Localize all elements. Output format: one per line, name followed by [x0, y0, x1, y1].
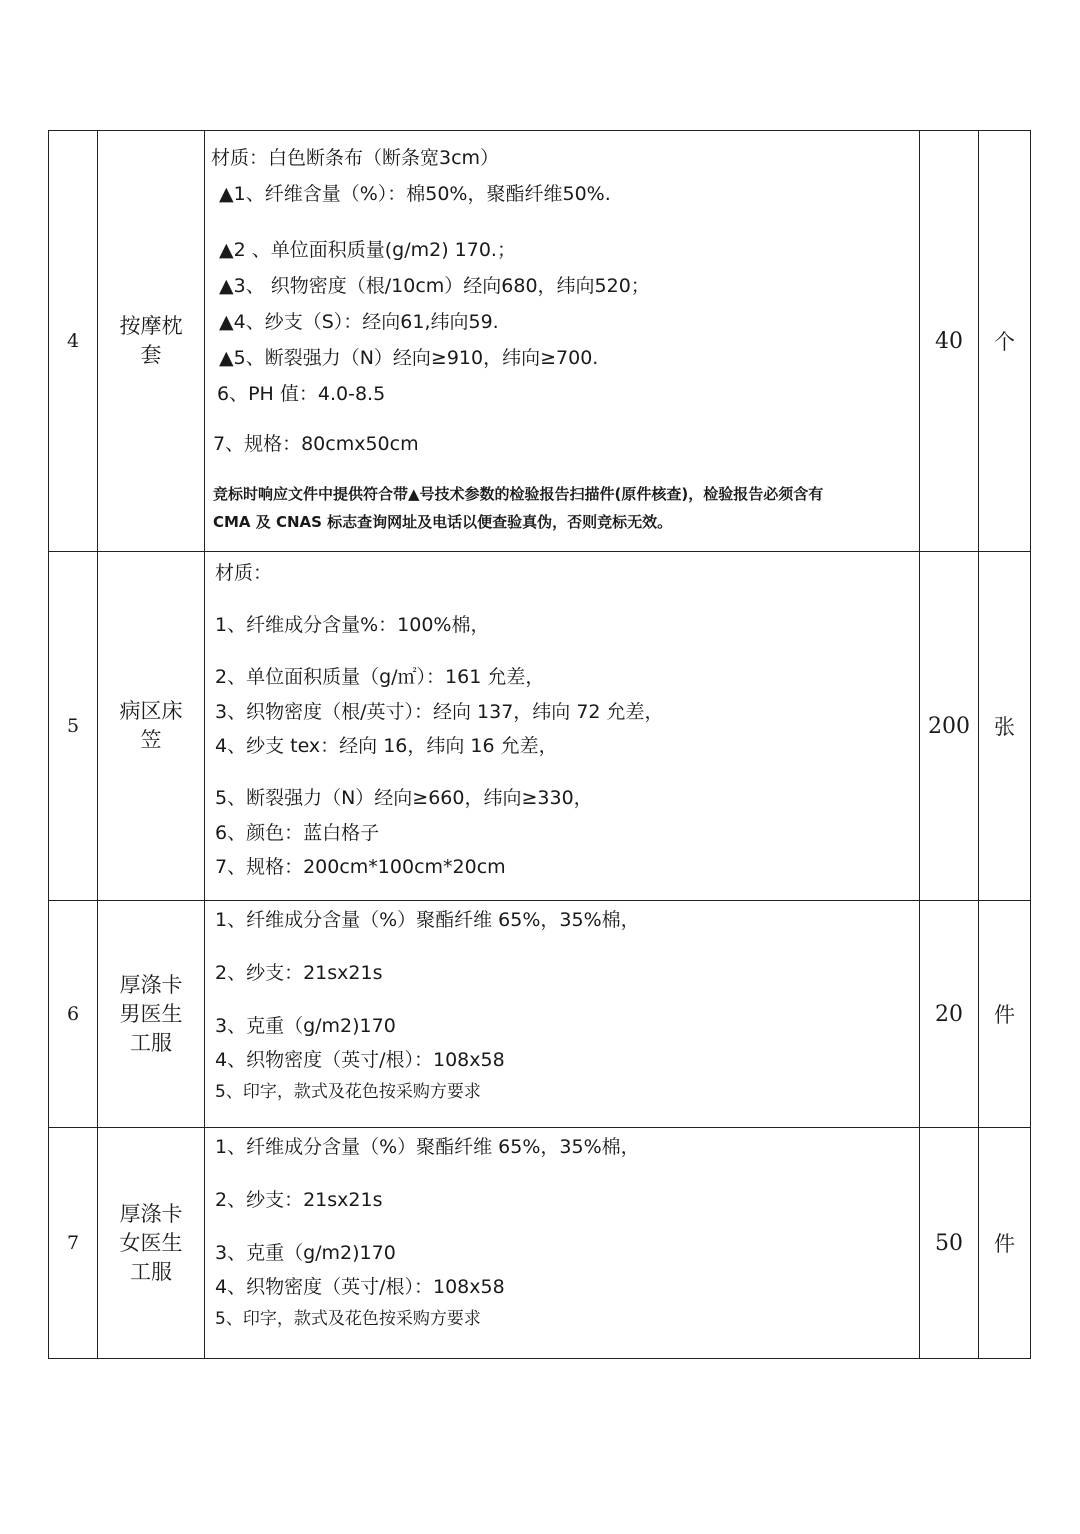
spec-line: 5、断裂强力（N）经向≥660，纬向≥330， — [215, 787, 593, 809]
spec-line: 7、规格：200cm*100cm*20cm — [215, 856, 506, 878]
spec-line: 4、织物密度（英寸/根）：108x58 — [215, 1049, 505, 1071]
item-quantity: 40 — [920, 131, 979, 552]
compliance-note: 竞标时响应文件中提供符合带▲号技术参数的检验报告扫描件(原件核查)，检验报告必须含有 — [213, 485, 824, 503]
spec-line: 3、克重（g/m2)170 — [215, 1242, 396, 1264]
item-quantity: 50 — [920, 1128, 979, 1359]
table-row — [49, 552, 1031, 901]
item-number: 6 — [49, 901, 98, 1128]
item-unit: 件 — [979, 901, 1031, 1128]
spec-line: ▲4、纱支（S）：经向61,纬向59. — [219, 311, 499, 333]
spec-line: 1、纤维成分含量（%）聚酯纤维 65%，35%棉， — [215, 1136, 640, 1158]
spec-line: 5、印字，款式及花色按采购方要求 — [215, 1082, 481, 1102]
spec-line: 6、颜色：蓝白格子 — [215, 822, 380, 844]
spec-line: 4、纱支 tex：经向 16，纬向 16 允差， — [215, 735, 558, 757]
item-name: 厚涤卡 女医生 工服 — [98, 1128, 205, 1359]
item-specification — [205, 131, 920, 552]
compliance-note: CMA 及 CNAS 标志查询网址及电话以便查验真伪，否则竞标无效。 — [213, 513, 673, 531]
spec-line: 3、克重（g/m2)170 — [215, 1015, 396, 1037]
item-quantity: 200 — [920, 552, 979, 901]
item-specification — [205, 552, 920, 901]
spec-line: 2、单位面积质量（g/㎡）：161 允差， — [215, 666, 545, 688]
table-row — [49, 1128, 1031, 1359]
item-name: 病区床 笠 — [98, 552, 205, 901]
spec-line: 3、织物密度（根/英寸）：经向 137，纬向 72 允差， — [215, 701, 664, 723]
spec-line: 4、织物密度（英寸/根）：108x58 — [215, 1276, 505, 1298]
spec-line: 7、规格：80cmx50cm — [213, 433, 419, 455]
item-number: 5 — [49, 552, 98, 901]
item-number: 4 — [49, 131, 98, 552]
spec-line: 1、纤维成分含量%：100%棉， — [215, 614, 490, 636]
item-name: 厚涤卡 男医生 工服 — [98, 901, 205, 1128]
item-unit: 张 — [979, 552, 1031, 901]
spec-line: ▲3、 织物密度（根/10cm）经向680，纬向520； — [219, 275, 650, 297]
spec-line: ▲1、纤维含量（%）：棉50%，聚酯纤维50%. — [219, 183, 611, 205]
spec-line: 1、纤维成分含量（%）聚酯纤维 65%，35%棉， — [215, 909, 640, 931]
spec-line: 材质： — [215, 562, 273, 584]
item-number: 7 — [49, 1128, 98, 1359]
table-row — [49, 901, 1031, 1128]
table-row — [49, 131, 1031, 552]
spec-line: 2、纱支：21sx21s — [215, 1189, 383, 1211]
spec-line: ▲5、断裂强力（N）经向≥910，纬向≥700. — [219, 347, 599, 369]
spec-line: 5、印字，款式及花色按采购方要求 — [215, 1309, 481, 1329]
spec-line: ▲2 、单位面积质量(g/m2) 170.； — [219, 239, 516, 261]
item-specification — [205, 1128, 920, 1359]
item-unit: 件 — [979, 1128, 1031, 1359]
item-name: 按摩枕 套 — [98, 131, 205, 552]
spec-line: 2、纱支：21sx21s — [215, 962, 383, 984]
spec-line: 材质：白色断条布（断条宽3cm） — [211, 147, 500, 169]
item-specification — [205, 901, 920, 1128]
item-quantity: 20 — [920, 901, 979, 1128]
spec-line: 6、PH 值：4.0-8.5 — [217, 383, 386, 405]
item-unit: 个 — [979, 131, 1031, 552]
specification-table — [48, 130, 1031, 1359]
